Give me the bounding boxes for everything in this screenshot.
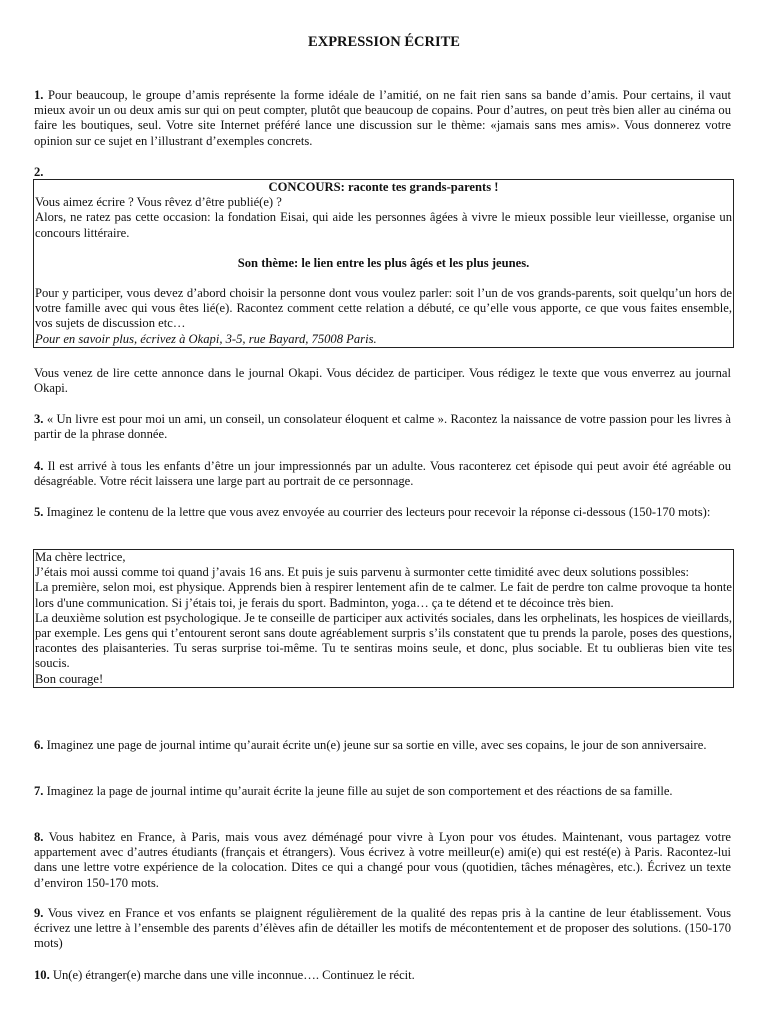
exercise-2 [34, 165, 731, 180]
concours-line-2: Alors, ne ratez pas cette occasion: la fondation Eisai, qui aide les personnes âgées à vivre le mieux possible leur vieillesse, organise un concours littéraire. [35, 210, 732, 240]
exercise-text: Il est arrivé à tous les enfants d’être un jour impressionnés par un adulte. Vous raconterez cet épisode qui peut avoir été agréable ou désagréable. Votre récit laissera une large part au portrait de ce personnage. [34, 459, 731, 489]
exercise-9 [34, 906, 731, 952]
letter-box [33, 549, 734, 688]
concours-body: Pour y participer, vous devez d’abord choisir la personne dont vous voulez parler: soit l’un de vos grands-parents, soit quelqu’un hors de votre famille avec qui vous êtes lié(e). Racontez comment cette relation a débuté, ce qu’elle vous apporte, ce que vous faites ensemble, vos sujets de discussion etc… [35, 286, 732, 331]
exercise-number: 1. [34, 88, 44, 102]
exercise-text: Vous habitez en France, à Paris, mais vous avez déménagé pour vivre à Lyon pour vos études. Maintenant, vous partagez votre appartement avec d’autres étudiants (français et étrangers). Vous écrivez à votre meilleur(e) ami(e) qui est resté(e) à Paris. Racontez-lui dans une lettre votre expérience de la colocation. Dites ce qui a changé pour vous (quotidien, tâches ménagères, etc.). Écrivez un texte d’environ 150-170 mots. [34, 830, 731, 890]
exercise-number: 4. [34, 459, 44, 473]
letter-paragraph-3: La deuxième solution est psychologique. Je te conseille de participer aux activités sociales, dans les orphelinats, les hospices de vieillards, par exemple. Les gens qui t’entourent seront sans doute agréablement surpris s’ils constatent que tu prends la parole, poses des questions, racontes des plaisanteries. Tu seras surprise toi-même. Tu te sentiras moins seule, et donc, plus sociable. Et tu oublieras bien vite tes soucis. [35, 610, 732, 671]
exercise-text: Un(e) étranger(e) marche dans une ville inconnue…. Continuez le récit. [52, 968, 415, 982]
exercise-2-instruction: Vous venez de lire cette annonce dans le journal Okapi. Vous décidez de participer. Vous rédigez le texte que vous enverrez au journal Okapi. [34, 366, 731, 396]
exercise-text: Imaginez la page de journal intime qu’aurait écrite la jeune fille au sujet de son comportement et des réactions de sa famille. [46, 784, 673, 798]
concours-announcement-box [33, 179, 734, 348]
exercise-1 [34, 88, 731, 149]
letter-closing: Bon courage! [35, 671, 104, 686]
concours-theme: Son thème: le lien entre les plus âgés et les plus jeunes. [237, 255, 530, 270]
exercise-5 [34, 505, 731, 520]
exercise-number: 5. [34, 505, 44, 519]
exercise-number: 8. [34, 830, 44, 844]
concours-line-1: Vous aimez écrire ? Vous rêvez d’être publié(e) ? [35, 195, 282, 210]
exercise-number: 3. [34, 412, 44, 426]
letter-paragraph-1: J’étais moi aussi comme toi quand j’avais 16 ans. Et puis je suis parvenu à surmonter cette timidité avec deux solutions possibles: [35, 565, 690, 580]
concours-footer: Pour en savoir plus, écrivez à Okapi, 3-5, rue Bayard, 75008 Paris. [35, 331, 377, 346]
exercise-text: Imaginez le contenu de la lettre que vous avez envoyée au courrier des lecteurs pour recevoir la réponse ci-dessous (150-170 mots): [46, 505, 711, 519]
exercise-text: Pour beaucoup, le groupe d’amis représente la forme idéale de l’amitié, on ne fait rien sans sa bande d’amis. Pour certains, il vaut mieux avoir un ou deux amis sur qui on peut compter, plutôt que beaucoup de copains. Pour d’autres, on peut très bien aller au cinéma ou faire les boutiques, seul. Votre site Internet préféré lance une discussion sur le thème: «jamais sans mes amis». Vous donnerez votre opinion sur ce sujet en l’illustrant d’exemples concrets. [34, 88, 731, 148]
exercise-7 [34, 784, 731, 799]
spacer [35, 241, 732, 256]
exercise-4 [34, 459, 731, 489]
exercise-number: 10. [34, 968, 50, 982]
exercise-number: 9. [34, 906, 44, 920]
concours-title: CONCOURS: raconte tes grands-parents ! [268, 180, 499, 194]
exercise-3 [34, 412, 731, 442]
letter-paragraph-2: La première, selon moi, est physique. Apprends bien à respirer lentement afin de te calmer. Le fait de perdre ton calme provoque ta honte lors d'une communication. Si j’étais toi, je ferais du sport. Badminton, yoga… ça te détend et te décoince très bien. [35, 580, 732, 610]
exercise-number: 7. [34, 784, 44, 798]
exercise-text: Vous vivez en France et vos enfants se plaignent régulièrement de la qualité des repas pris à la cantine de leur établissement. Vous écrivez une lettre à l’ensemble des parents d’élèves afin de détailler les motifs de mécontentement et de proposer des solutions. (150-170 mots) [34, 906, 732, 951]
exercise-number: 2. [34, 165, 44, 179]
exercise-10 [34, 968, 731, 983]
page-title: EXPRESSION ÉCRITE [308, 34, 460, 50]
exercise-8 [34, 830, 731, 891]
letter-salutation: Ma chère lectrice, [35, 550, 126, 564]
exercise-text: « Un livre est pour moi un ami, un conseil, un consolateur éloquent et calme ». Racontez la naissance de votre passion pour les livres à partir de la phrase donnée. [34, 412, 732, 442]
exercise-6 [34, 738, 731, 753]
exercise-number: 6. [34, 738, 44, 752]
spacer [35, 271, 732, 286]
exercise-text: Imaginez une page de journal intime qu’aurait écrite un(e) jeune sur sa sortie en ville, avec ses copains, le jour de son anniversaire. [46, 738, 707, 752]
